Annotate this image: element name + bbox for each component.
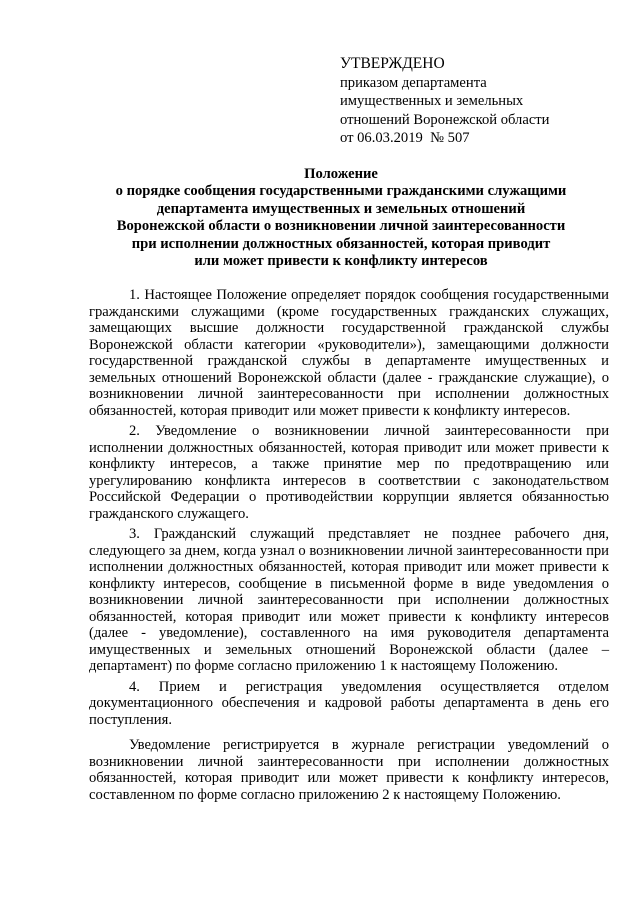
document-body: [89, 287, 609, 803]
approval-stamp: [340, 54, 620, 147]
approval-date-number: от 06.03.2019 № 507: [340, 129, 470, 146]
title-line: Положение: [304, 166, 378, 182]
paragraph-5: Уведомление регистрируется в журнале регистрации уведомлений о возникновении личной заинтересованности при исполнении должностных обязанностей, которая приводит или может привести к конфликту интересов, составленном по форме согласно приложению 2 к настоящему Положению.: [89, 737, 609, 803]
title-line: департамента имущественных и земельных отношений: [156, 200, 526, 217]
title-line: Воронежской области о возникновении личной заинтересованности: [116, 218, 566, 235]
approval-line: отношений Воронежской области: [340, 111, 550, 128]
paragraph-1: 1. Настоящее Положение определяет порядок сообщения государственными гражданскими служащими (кроме государственных гражданских служащих, замещающих высшие должности государственной гражданской службы Воронежской области категории «руководители»), замещающими должности государственной гражданской службы в департаменте имущественных и земельных отношений Воронежской области (далее - гражданские служащие), о возникновении личной заинтересованности при исполнении должностных обязанностей, которая приводит или может привести к конфликту интересов.: [89, 287, 609, 419]
paragraph-2: 2. Уведомление о возникновении личной заинтересованности при исполнении должностных обязанностей, которая приводит или может привести к конфликту интересов, а также принятие мер по предотвращению или урегулированию конфликта интересов в соответствии с законодательством Российской Федерации о противодействии коррупции является обязанностью гражданского служащего.: [89, 423, 609, 522]
approval-heading: УТВЕРЖДЕНО: [340, 55, 445, 72]
document-title: [86, 166, 596, 270]
title-line: при исполнении должностных обязанностей, которая приводит: [131, 235, 551, 252]
paragraph-4: 4. Прием и регистрация уведомления осуществляется отделом документационного обеспечения и кадровой работы департамента в день его поступления.: [89, 678, 609, 728]
approval-line: приказом департамента: [340, 75, 487, 91]
approval-line: имущественных и земельных: [340, 93, 524, 110]
title-line: о порядке сообщения государственными гражданскими служащими: [115, 183, 567, 200]
title-line: или может привести к конфликту интересов: [194, 253, 488, 270]
paragraph-3: 3. Гражданский служащий представляет не позднее рабочего дня, следующего за днем, когда узнал о возникновении личной заинтересованности при исполнении должностных обязанностей, которая приводит или может привести к конфликту интересов, сообщение в письменной форме в виде уведомления о возникновении личной заинтересованности при исполнении должностных обязанностей, которая приводит или может привести к конфликту интересов (далее - уведомление), составленного на имя руководителя департамента имущественных и земельных отношений Воронежской области (далее – департамент) по форме согласно приложению 1 к настоящему Положению.: [89, 526, 609, 674]
